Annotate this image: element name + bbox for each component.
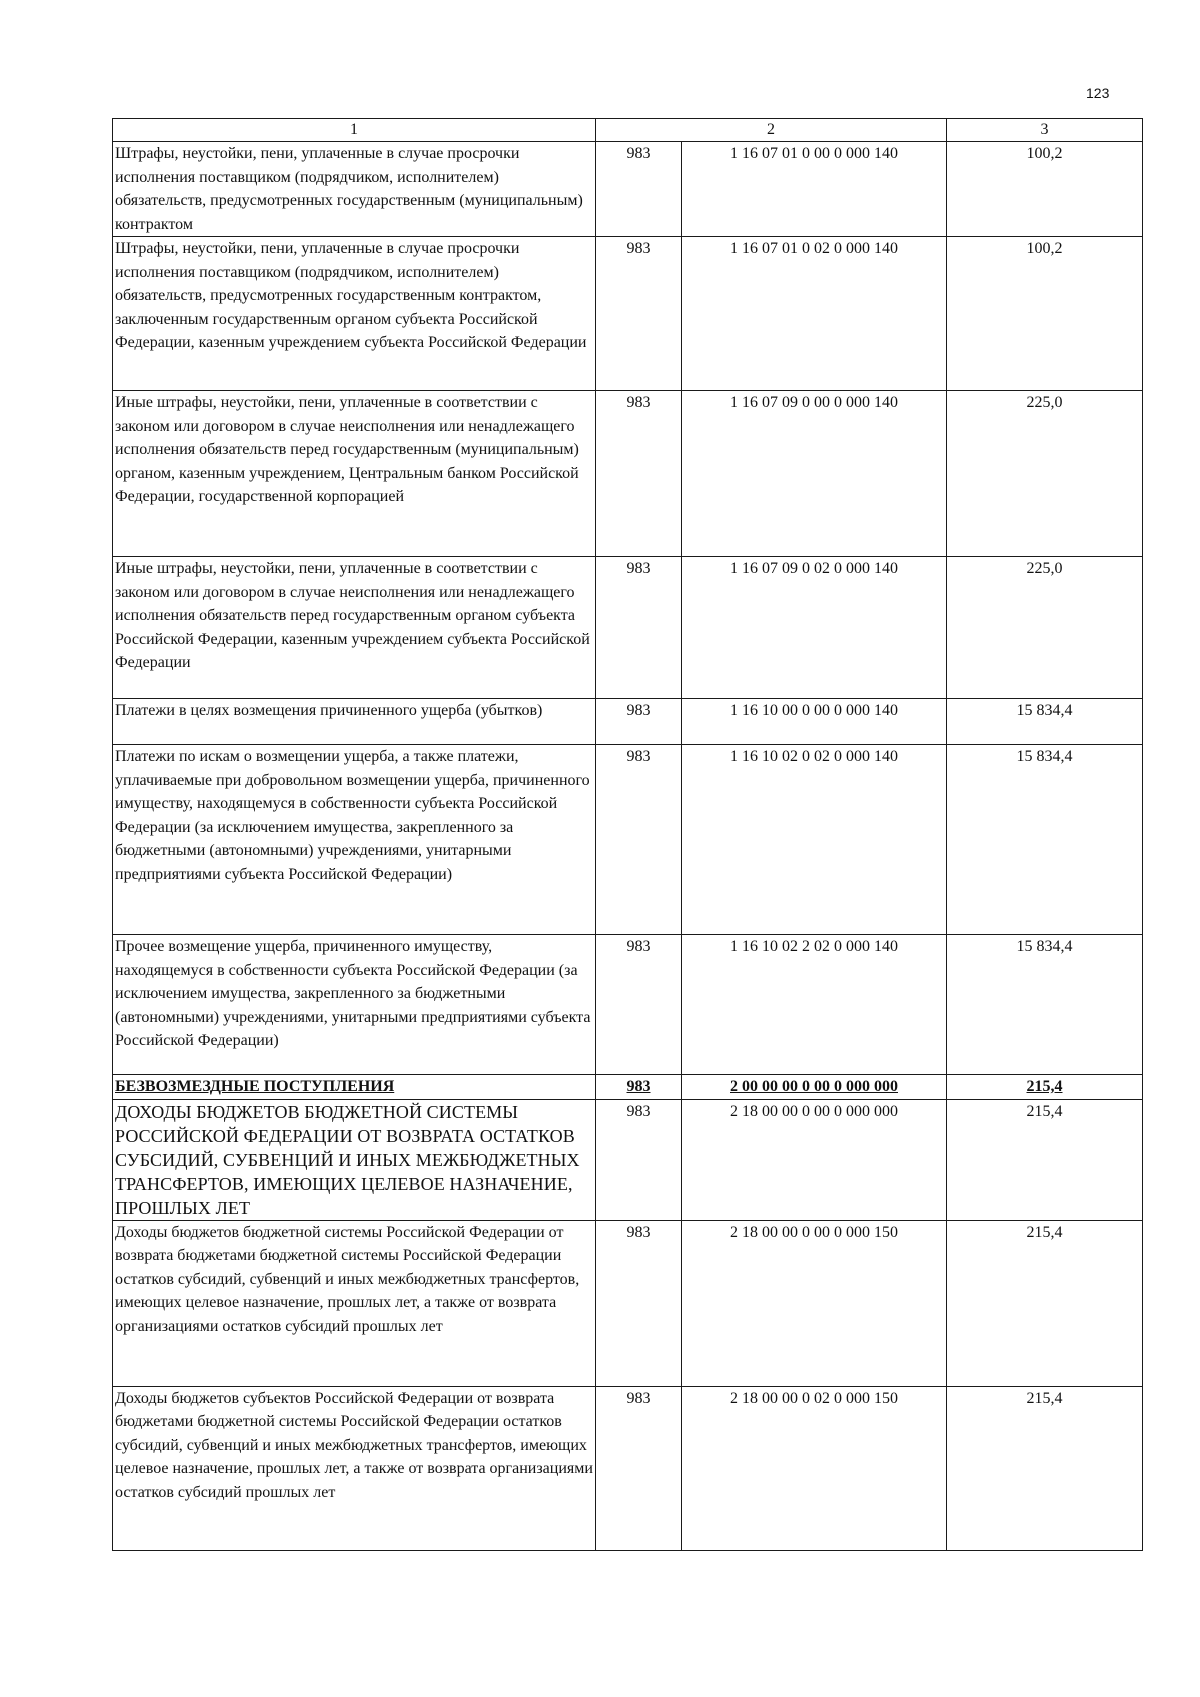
row-admin-code: 983 — [596, 391, 682, 557]
row-classification-code: 2 18 00 00 0 00 0 000 150 — [682, 1220, 947, 1386]
row-classification-code: 1 16 10 02 2 02 0 000 140 — [682, 935, 947, 1075]
row-sum: 215,4 — [947, 1099, 1143, 1220]
row-admin-code: 983 — [596, 699, 682, 745]
row-name: Иные штрафы, неустойки, пени, уплаченные в соответствии с законом или договором в случае неисполнения или ненадлежащего исполнения обязательств перед государственным (муниципальным) органом, казенным учреждением, Центральным банком Российской Федерации, государственной корпорацией — [113, 391, 596, 557]
row-admin-code: 983 — [596, 1099, 682, 1220]
row-classification-code: 2 18 00 00 0 00 0 000 000 — [682, 1099, 947, 1220]
table-row — [113, 935, 1143, 1075]
revenue-table — [112, 118, 1143, 1551]
row-name: Платежи в целях возмещения причиненного ущерба (убытков) — [113, 699, 596, 745]
table-row — [113, 745, 1143, 935]
row-classification-code: 1 16 07 09 0 00 0 000 140 — [682, 391, 947, 557]
row-sum: 215,4 — [947, 1220, 1143, 1386]
row-sum: 100,2 — [947, 237, 1143, 391]
row-classification-code: 1 16 07 09 0 02 0 000 140 — [682, 557, 947, 699]
row-classification-code: 1 16 07 01 0 00 0 000 140 — [682, 142, 947, 237]
table-row — [113, 1386, 1143, 1550]
row-sum: 215,4 — [947, 1075, 1143, 1100]
row-classification-code: 1 16 10 02 0 02 0 000 140 — [682, 745, 947, 935]
row-sum: 225,0 — [947, 391, 1143, 557]
row-admin-code: 983 — [596, 1220, 682, 1386]
row-sum: 15 834,4 — [947, 699, 1143, 745]
table-header-row — [113, 119, 1143, 142]
table-row — [113, 1075, 1143, 1100]
row-name: Штрафы, неустойки, пени, уплаченные в случае просрочки исполнения поставщиком (подрядчиком, исполнителем) обязательств, предусмотренных государственным (муниципальным) контрактом — [113, 142, 596, 237]
row-name: Доходы бюджетов субъектов Российской Федерации от возврата бюджетами бюджетной системы Российской Федерации остатков субсидий, субвенций и иных межбюджетных трансфертов, имеющих целевое назначение, прошлых лет, а также от возврата организациями остатков субсидий прошлых лет — [113, 1386, 596, 1550]
row-sum: 100,2 — [947, 142, 1143, 237]
row-sum: 15 834,4 — [947, 935, 1143, 1075]
row-name: Иные штрафы, неустойки, пени, уплаченные в соответствии с законом или договором в случае неисполнения или ненадлежащего исполнения обязательств перед государственным органом субъекта Российской Федерации, казенным учреждением субъекта Российской Федерации — [113, 557, 596, 699]
row-admin-code: 983 — [596, 142, 682, 237]
table-row — [113, 699, 1143, 745]
table-row — [113, 391, 1143, 557]
header-col-2: 2 — [596, 119, 947, 142]
row-name: Штрафы, неустойки, пени, уплаченные в случае просрочки исполнения поставщиком (подрядчиком, исполнителем) обязательств, предусмотренных государственным контрактом, заключенным государственным органом субъекта Российской Федерации, казенным учреждением субъекта Российской Федерации — [113, 237, 596, 391]
row-name: Доходы бюджетов бюджетной системы Российской Федерации от возврата бюджетами бюджетной системы Российской Федерации остатков субсидий, субвенций и иных межбюджетных трансфертов, имеющих целевое назначение, прошлых лет, а также от возврата организациями остатков субсидий прошлых лет — [113, 1220, 596, 1386]
header-col-1: 1 — [113, 119, 596, 142]
row-admin-code: 983 — [596, 1386, 682, 1550]
row-admin-code: 983 — [596, 745, 682, 935]
page-number: 123 — [1086, 85, 1110, 101]
header-col-3: 3 — [947, 119, 1143, 142]
row-classification-code: 1 16 10 00 0 00 0 000 140 — [682, 699, 947, 745]
row-admin-code: 983 — [596, 557, 682, 699]
row-admin-code: 983 — [596, 237, 682, 391]
row-sum: 15 834,4 — [947, 745, 1143, 935]
row-name: Платежи по искам о возмещении ущерба, а также платежи, уплачиваемые при добровольном возмещении ущерба, причиненного имуществу, находящемуся в собственности субъекта Российской Федерации (за исключением имущества, закрепленного за бюджетными (автономными) учреждениями, унитарными предприятиями субъекта Российской Федерации) — [113, 745, 596, 935]
table-row — [113, 1220, 1143, 1386]
row-name: БЕЗВОЗМЕЗДНЫЕ ПОСТУПЛЕНИЯ — [113, 1075, 596, 1100]
row-classification-code: 2 00 00 00 0 00 0 000 000 — [682, 1075, 947, 1100]
table-row — [113, 237, 1143, 391]
row-classification-code: 1 16 07 01 0 02 0 000 140 — [682, 237, 947, 391]
row-admin-code: 983 — [596, 935, 682, 1075]
row-admin-code: 983 — [596, 1075, 682, 1100]
table-row — [113, 557, 1143, 699]
row-sum: 225,0 — [947, 557, 1143, 699]
row-name: Прочее возмещение ущерба, причиненного имуществу, находящемуся в собственности субъекта Российской Федерации (за исключением имущества, закрепленного за бюджетными (автономными) учреждениями, унитарными предприятиями субъекта Российской Федерации) — [113, 935, 596, 1075]
row-sum: 215,4 — [947, 1386, 1143, 1550]
table-row — [113, 1099, 1143, 1220]
row-name: ДОХОДЫ БЮДЖЕТОВ БЮДЖЕТНОЙ СИСТЕМЫ РОССИЙСКОЙ ФЕДЕРАЦИИ ОТ ВОЗВРАТА ОСТАТКОВ СУБСИДИЙ, СУБВЕНЦИЙ И ИНЫХ МЕЖБЮДЖЕТНЫХ ТРАНСФЕРТОВ, ИМЕЮЩИХ ЦЕЛЕВОЕ НАЗНАЧЕНИЕ, ПРОШЛЫХ ЛЕТ — [113, 1099, 596, 1220]
row-classification-code: 2 18 00 00 0 02 0 000 150 — [682, 1386, 947, 1550]
table-row — [113, 142, 1143, 237]
